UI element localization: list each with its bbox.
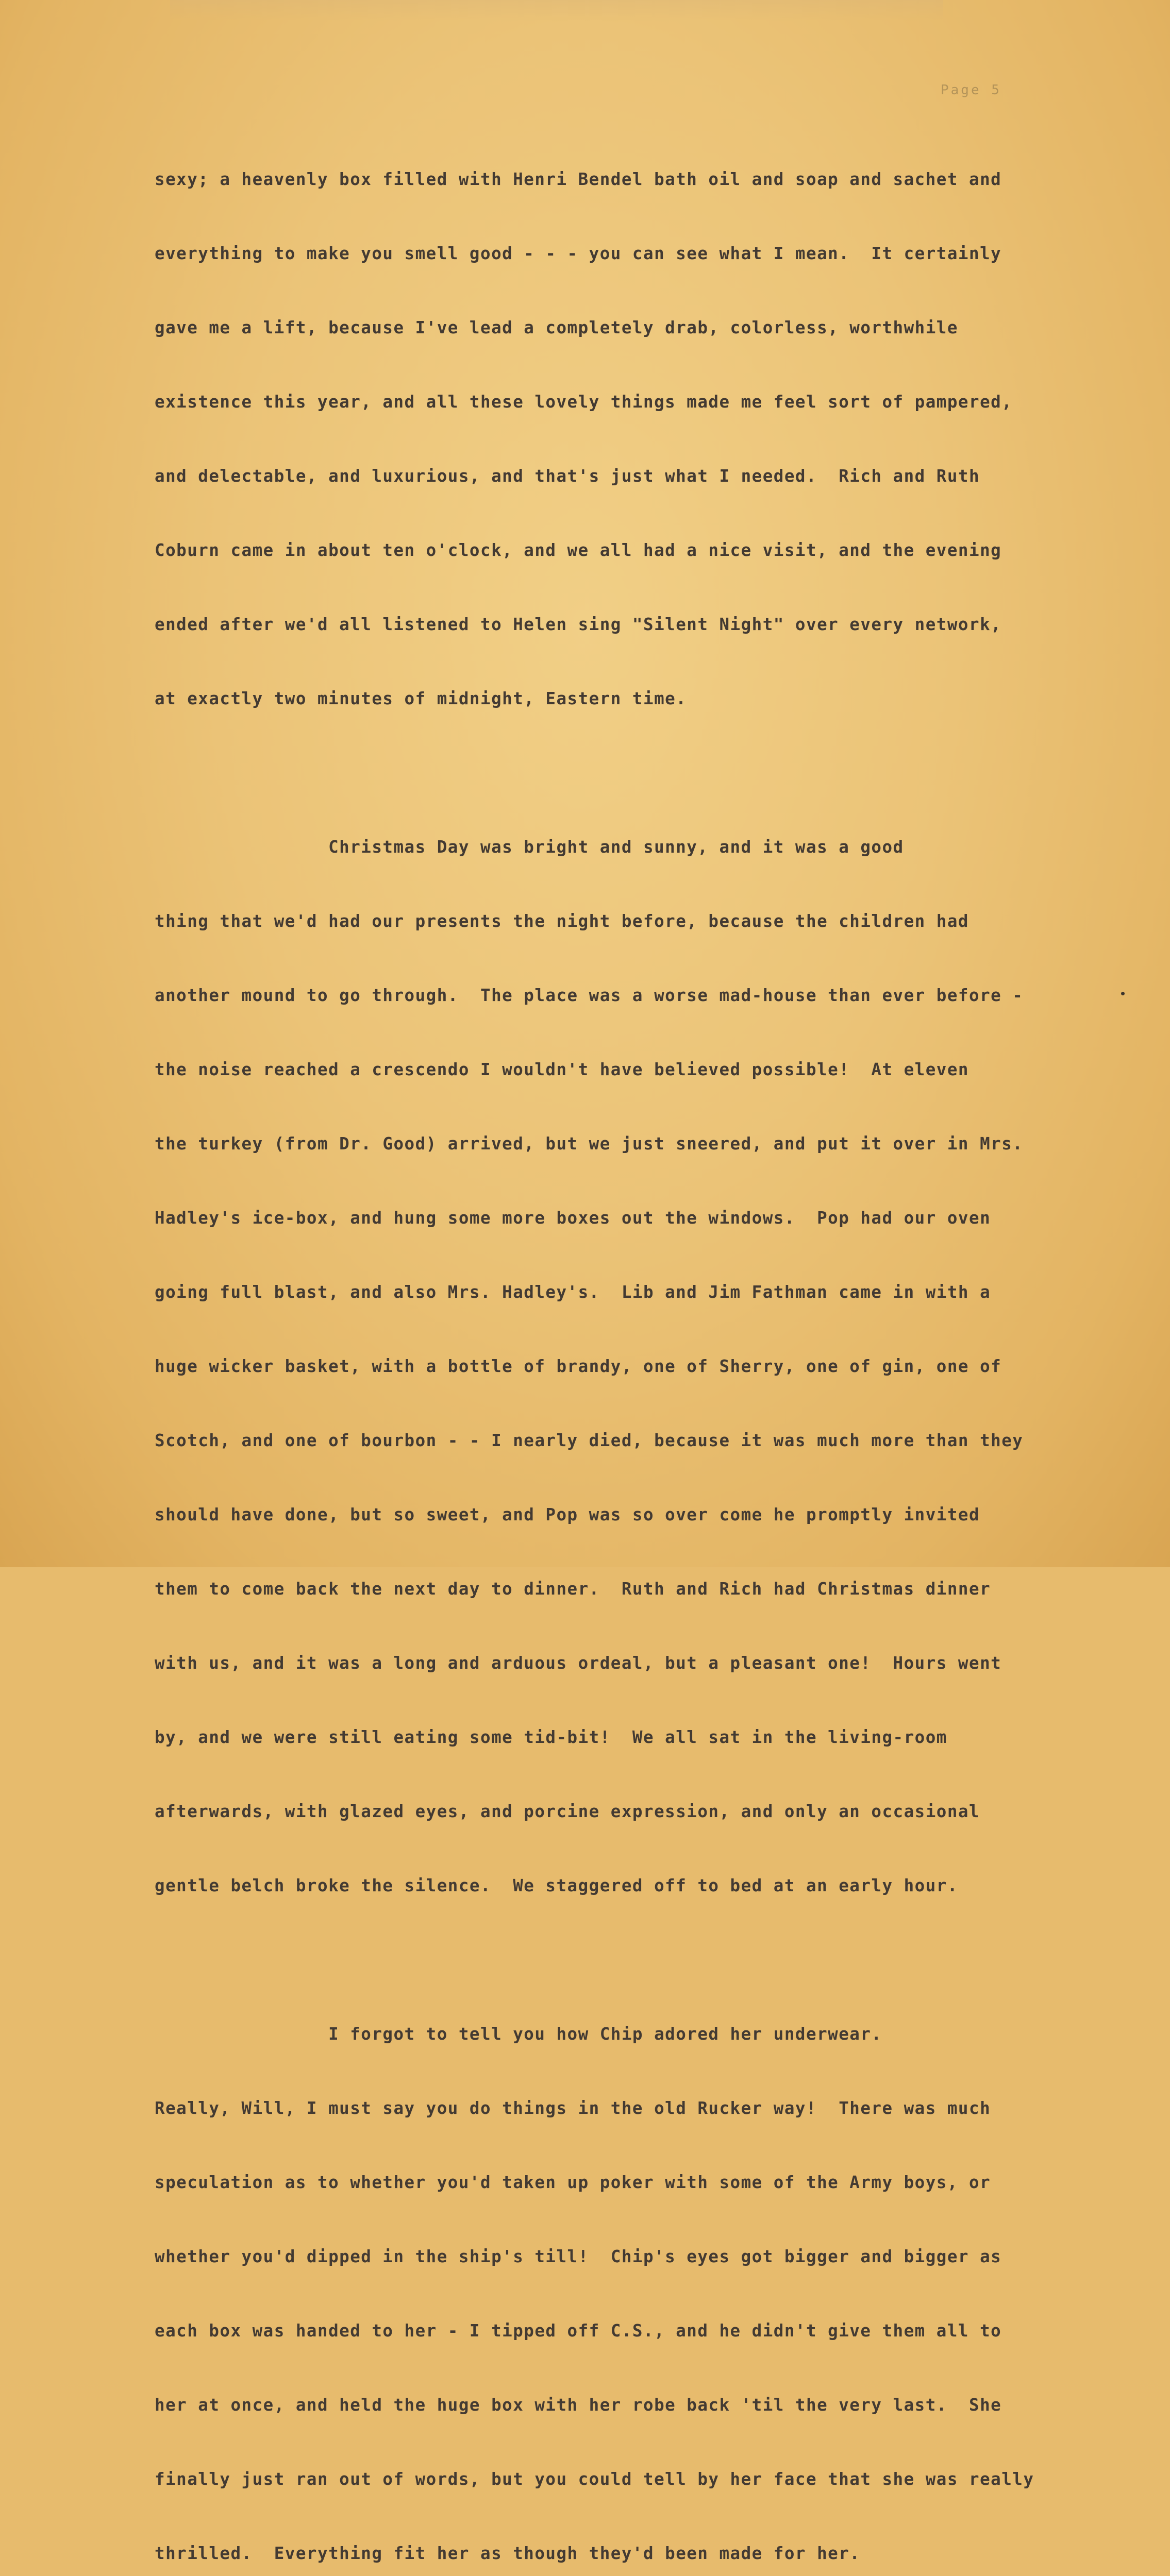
text-line: at exactly two minutes of midnight, Eastern time. bbox=[155, 689, 687, 708]
text-line: I forgot to tell you how Chip adored her underwear. bbox=[155, 2024, 882, 2044]
text-line: Scotch, and one of bourbon - - I nearly died, because it was much more than they bbox=[155, 1431, 1024, 1450]
text-line: finally just ran out of words, but you could tell by her face that she was really bbox=[155, 2469, 1034, 2489]
text-line: gave me a lift, because I've lead a completely drab, colorless, worthwhile bbox=[155, 318, 958, 337]
text-line: her at once, and held the huge box with her robe back 'til the very last. She bbox=[155, 2395, 1002, 2415]
text-line: with us, and it was a long and arduous ordeal, but a pleasant one! Hours went bbox=[155, 1653, 1002, 1673]
text-line: whether you'd dipped in the ship's till! Chip's eyes got bigger and bigger as bbox=[155, 2247, 1002, 2266]
text-line: the noise reached a crescendo I wouldn't have believed possible! At eleven bbox=[155, 1060, 969, 1079]
paragraph-gifts bbox=[155, 117, 1134, 760]
text-line: Really, Will, I must say you do things in the old Rucker way! There was much bbox=[155, 2098, 991, 2118]
text-line: thrilled. Everything fit her as though they'd been made for her. bbox=[155, 2544, 861, 2563]
text-line: sexy; a heavenly box filled with Henri Bendel bath oil and soap and sachet and bbox=[155, 170, 1002, 189]
text-line: them to come back the next day to dinner. Ruth and Rich had Christmas dinner bbox=[155, 1579, 991, 1599]
text-line: Christmas Day was bright and sunny, and it was a good bbox=[155, 837, 904, 857]
text-line: another mound to go through. The place was a worse mad-house than ever before - bbox=[155, 986, 1024, 1005]
text-line: speculation as to whether you'd taken up poker with some of the Army boys, or bbox=[155, 2173, 991, 2192]
text-line: should have done, but so sweet, and Pop was so over come he promptly invited bbox=[155, 1505, 980, 1524]
text-line: afterwards, with glazed eyes, and porcine expression, and only an occasional bbox=[155, 1802, 980, 1821]
text-line: existence this year, and all these lovely things made me feel sort of pampered, bbox=[155, 392, 1013, 412]
ink-dot bbox=[1121, 992, 1125, 995]
text-line: ended after we'd all listened to Helen sing "Silent Night" over every network, bbox=[155, 615, 1002, 634]
text-line: and delectable, and luxurious, and that's just what I needed. Rich and Ruth bbox=[155, 466, 980, 486]
text-line: each box was handed to her - I tipped off C.S., and he didn't give them all to bbox=[155, 2321, 1002, 2341]
letter-body bbox=[155, 117, 1134, 2576]
paragraph-christmas-day bbox=[155, 785, 1134, 1947]
page-number: Page 5 bbox=[941, 82, 1001, 98]
text-line: huge wicker basket, with a bottle of brandy, one of Sherry, one of gin, one of bbox=[155, 1357, 1002, 1376]
paragraph-underwear bbox=[155, 1972, 1134, 2576]
text-line: Hadley's ice-box, and hung some more boxes out the windows. Pop had our oven bbox=[155, 1208, 991, 1228]
bleed-through-shadow bbox=[170, 0, 943, 21]
text-line: gentle belch broke the silence. We staggered off to bed at an early hour. bbox=[155, 1876, 958, 1895]
text-line: thing that we'd had our presents the night before, because the children had bbox=[155, 911, 969, 931]
text-line: everything to make you smell good - - - you can see what I mean. It certainly bbox=[155, 244, 1002, 263]
text-line: going full blast, and also Mrs. Hadley's. Lib and Jim Fathman came in with a bbox=[155, 1282, 991, 1302]
text-line: the turkey (from Dr. Good) arrived, but we just sneered, and put it over in Mrs. bbox=[155, 1134, 1024, 1154]
text-line: Coburn came in about ten o'clock, and we all had a nice visit, and the evening bbox=[155, 540, 1002, 560]
text-line: by, and we were still eating some tid-bit! We all sat in the living-room bbox=[155, 1727, 947, 1747]
